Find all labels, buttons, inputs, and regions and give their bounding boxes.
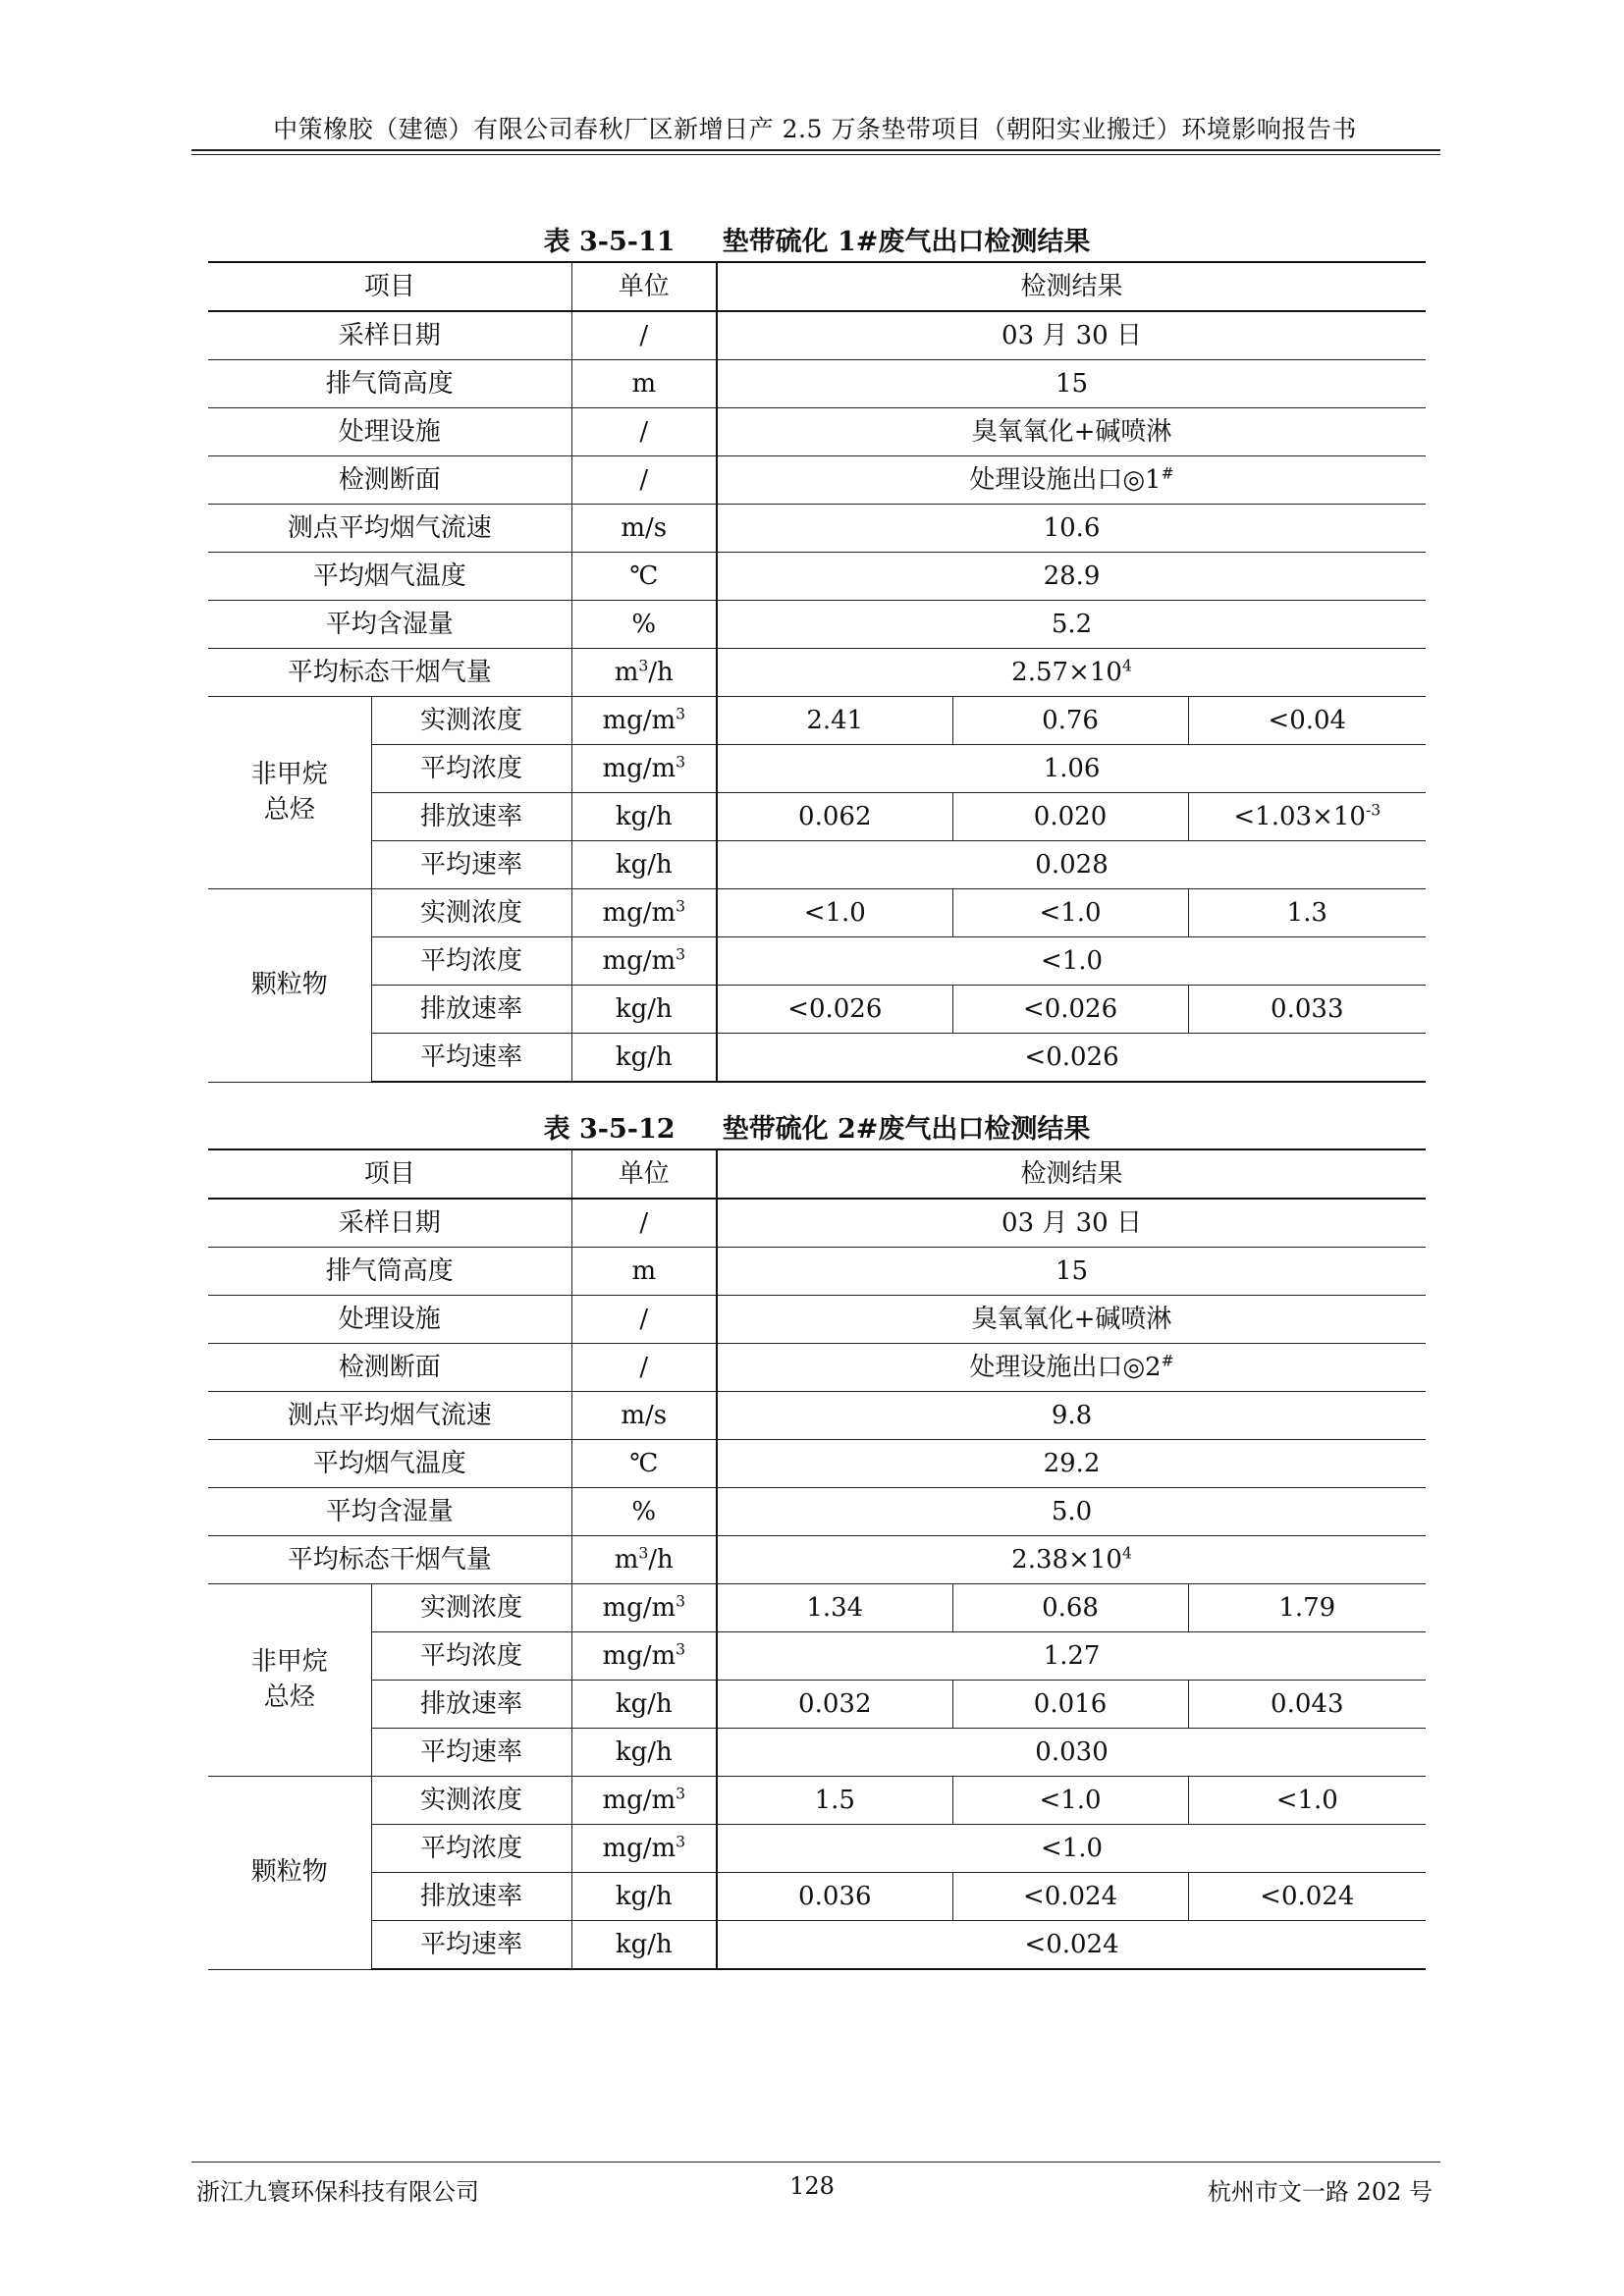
table-row [208,505,1426,553]
row-label: 排气筒高度 [208,1248,571,1296]
value-text: 2.57×10 [1011,657,1122,687]
row-value: 1.06 [717,745,1426,793]
unit-text: mg/m [602,897,677,928]
row-label: 平均浓度 [371,1825,571,1873]
group-label-nmhc [208,1584,371,1777]
table-row [208,1034,1426,1083]
group-label-pm: 颗粒物 [208,889,371,1083]
table2-caption-number: 表 3-5-12 [543,1114,676,1145]
unit-text: mg/m [602,1785,677,1815]
table-row [208,745,1426,793]
row-label: 平均速率 [371,1921,571,1970]
row-unit [571,1536,717,1584]
table-row [208,1248,1426,1296]
row-value [717,456,1426,505]
table2 [208,1148,1426,1970]
row-unit: / [571,1296,717,1344]
row-label: 采样日期 [208,1199,571,1248]
row-unit [571,697,717,745]
row-value: 15 [717,1248,1426,1296]
row-value: <0.026 [717,1034,1426,1083]
unit-tail: /h [648,657,674,687]
cell-value: 0.062 [717,793,952,841]
row-label: 处理设施 [208,1296,571,1344]
row-value: <1.0 [717,1825,1426,1873]
row-value [717,1344,1426,1392]
header-rule [191,149,1440,151]
table-row [208,841,1426,889]
row-unit: / [571,408,717,456]
unit-text: m [614,657,639,687]
table-row [208,1199,1426,1248]
cell-value: 0.043 [1188,1681,1426,1729]
row-unit [571,1584,717,1632]
row-label: 实测浓度 [371,1777,571,1825]
row-unit: kg/h [571,1729,717,1777]
table1-caption-title: 垫带硫化 1#废气出口检测结果 [722,227,1091,257]
group-line: 总烃 [263,794,315,825]
unit-sup: 3 [676,897,686,916]
row-label: 平均速率 [371,841,571,889]
cell-value: 0.68 [952,1584,1188,1632]
row-unit [571,649,717,697]
cell-value: 0.020 [952,793,1188,841]
table-row [208,1344,1426,1392]
value-sup: 4 [1121,657,1132,675]
table-row [208,1392,1426,1440]
value-text: 2.38×10 [1011,1544,1122,1575]
footer-company: 浙江九寰环保科技有限公司 [196,2178,479,2206]
row-label: 平均标态干烟气量 [208,1536,571,1584]
row-label: 平均浓度 [371,1632,571,1681]
row-label: 平均速率 [371,1034,571,1083]
cell-value: <0.024 [952,1873,1188,1921]
document-header: 中策橡胶（建德）有限公司春秋厂区新增日产 2.5 万条垫带项目（朝阳实业搬迁）环境影响报告书 [273,115,1357,143]
unit-text: mg/m [602,945,677,976]
value-text: 处理设施出口◎2 [969,1352,1162,1382]
table1-caption-number: 表 3-5-11 [543,227,676,257]
row-label: 排放速率 [371,793,571,841]
table-row [208,360,1426,408]
row-value: 1.27 [717,1632,1426,1681]
unit-text: m [614,1544,639,1575]
group-line: 非甲烷 [250,1647,328,1678]
table1-caption [208,220,1426,258]
col-header-unit: 单位 [571,262,717,311]
table-row [208,1873,1426,1921]
unit-text: mg/m [602,705,677,735]
group-line: 总烃 [263,1682,315,1712]
unit-sup: 3 [676,1592,686,1611]
unit-text: mg/m [602,1592,677,1623]
row-unit: % [571,601,717,649]
cell-value: <0.026 [717,986,952,1034]
cell-value: 2.41 [717,697,952,745]
table-row [208,1296,1426,1344]
value-text: <1.03×10 [1233,801,1366,831]
row-value: 0.030 [717,1729,1426,1777]
table-row [208,601,1426,649]
table2-header-row [208,1149,1426,1199]
row-unit: m/s [571,1392,717,1440]
cell-value: 1.3 [1188,889,1426,937]
row-label: 实测浓度 [371,889,571,937]
footer-address: 杭州市文一路 202 号 [1207,2178,1433,2206]
table-row [208,937,1426,986]
row-value: 臭氧氧化+碱喷淋 [717,408,1426,456]
row-value: 0.028 [717,841,1426,889]
unit-sup: 3 [676,1833,686,1851]
unit-sup: 3 [676,705,686,723]
row-label: 平均含湿量 [208,601,571,649]
row-label: 平均浓度 [371,745,571,793]
table-row [208,1681,1426,1729]
table2-caption [208,1107,1426,1146]
unit-text: mg/m [602,753,677,783]
table-row [208,986,1426,1034]
cell-value: 0.036 [717,1873,952,1921]
unit-sup: 3 [676,1785,686,1803]
table-row [208,1584,1426,1632]
row-label: 实测浓度 [371,1584,571,1632]
cell-value: <1.0 [952,1777,1188,1825]
table-row [208,1777,1426,1825]
row-value: 03 月 30 日 [717,1199,1426,1248]
table-row [208,1921,1426,1970]
unit-text: mg/m [602,1640,677,1671]
cell-value: <1.0 [717,889,952,937]
cell-value: 0.033 [1188,986,1426,1034]
table-row [208,311,1426,360]
row-label: 平均浓度 [371,937,571,986]
table-row [208,408,1426,456]
row-label: 采样日期 [208,311,571,360]
table-row [208,553,1426,601]
row-unit [571,745,717,793]
table-row [208,1825,1426,1873]
unit-sup: 3 [676,1640,686,1659]
row-unit [571,1632,717,1681]
row-unit [571,1777,717,1825]
unit-sup: 3 [676,753,686,772]
value-text: 处理设施出口◎1 [969,464,1162,495]
table-row [208,1729,1426,1777]
footer-rule [191,2162,1440,2163]
row-value: 15 [717,360,1426,408]
table-row [208,889,1426,937]
row-label: 平均标态干烟气量 [208,649,571,697]
row-label: 平均烟气温度 [208,1440,571,1488]
row-unit: / [571,311,717,360]
value-sup: -3 [1365,801,1381,820]
table2-caption-title: 垫带硫化 2#废气出口检测结果 [722,1114,1091,1145]
unit-text: mg/m [602,1833,677,1863]
row-label: 排放速率 [371,1681,571,1729]
row-label: 排气筒高度 [208,360,571,408]
row-label: 排放速率 [371,986,571,1034]
row-unit: kg/h [571,841,717,889]
table-row [208,793,1426,841]
row-label: 检测断面 [208,456,571,505]
table1-header-row [208,262,1426,311]
row-label: 平均烟气温度 [208,553,571,601]
col-header-result: 检测结果 [717,1149,1426,1199]
value-sup: # [1161,1352,1174,1370]
col-header-unit: 单位 [571,1149,717,1199]
row-value [717,649,1426,697]
row-label: 平均速率 [371,1729,571,1777]
row-value [717,1536,1426,1584]
unit-sup: 3 [676,945,686,964]
row-value: 28.9 [717,553,1426,601]
col-header-item: 项目 [208,262,571,311]
table-row [208,1536,1426,1584]
table-row [208,1440,1426,1488]
row-unit: % [571,1488,717,1536]
row-value: 10.6 [717,505,1426,553]
row-label: 检测断面 [208,1344,571,1392]
value-sup: # [1161,464,1174,483]
row-value: 29.2 [717,1440,1426,1488]
row-label: 实测浓度 [371,697,571,745]
value-sup: 4 [1121,1544,1132,1563]
row-value: <1.0 [717,937,1426,986]
row-unit: m [571,360,717,408]
row-label: 排放速率 [371,1873,571,1921]
row-unit: kg/h [571,986,717,1034]
cell-value: <1.0 [1188,1777,1426,1825]
row-unit: m/s [571,505,717,553]
row-unit: / [571,456,717,505]
row-unit: kg/h [571,793,717,841]
col-header-item: 项目 [208,1149,571,1199]
unit-sup: 3 [638,1544,649,1563]
cell-value: 0.016 [952,1681,1188,1729]
row-unit: m [571,1248,717,1296]
unit-sup: 3 [638,657,649,675]
group-label-nmhc [208,697,371,889]
table-row [208,697,1426,745]
cell-value: 1.34 [717,1584,952,1632]
cell-value [1188,793,1426,841]
row-unit: / [571,1199,717,1248]
row-unit: kg/h [571,1873,717,1921]
row-label: 处理设施 [208,408,571,456]
table-row [208,456,1426,505]
row-value: 03 月 30 日 [717,311,1426,360]
row-label: 测点平均烟气流速 [208,1392,571,1440]
row-unit: kg/h [571,1034,717,1083]
row-label: 平均含湿量 [208,1488,571,1536]
row-unit [571,1825,717,1873]
table1 [208,261,1426,1083]
cell-value: 0.032 [717,1681,952,1729]
cell-value: <0.024 [1188,1873,1426,1921]
row-unit: kg/h [571,1921,717,1970]
group-line: 非甲烷 [250,760,328,790]
cell-value: <0.026 [952,986,1188,1034]
table-row [208,1632,1426,1681]
row-unit: ℃ [571,553,717,601]
row-unit: kg/h [571,1681,717,1729]
cell-value: <0.04 [1188,697,1426,745]
cell-value: 1.5 [717,1777,952,1825]
row-unit: ℃ [571,1440,717,1488]
row-unit [571,889,717,937]
cell-value: 1.79 [1188,1584,1426,1632]
group-label-pm: 颗粒物 [208,1777,371,1970]
cell-value: <1.0 [952,889,1188,937]
table-row [208,1488,1426,1536]
row-value: 臭氧氧化+碱喷淋 [717,1296,1426,1344]
cell-value: 0.76 [952,697,1188,745]
row-label: 测点平均烟气流速 [208,505,571,553]
row-unit: / [571,1344,717,1392]
row-value: 5.0 [717,1488,1426,1536]
unit-tail: /h [648,1544,674,1575]
col-header-result: 检测结果 [717,262,1426,311]
row-value: 9.8 [717,1392,1426,1440]
header-rule-thin [191,154,1440,155]
page-number: 128 [789,2172,835,2200]
row-value: 5.2 [717,601,1426,649]
row-unit [571,937,717,986]
table-row [208,649,1426,697]
row-value: <0.024 [717,1921,1426,1970]
